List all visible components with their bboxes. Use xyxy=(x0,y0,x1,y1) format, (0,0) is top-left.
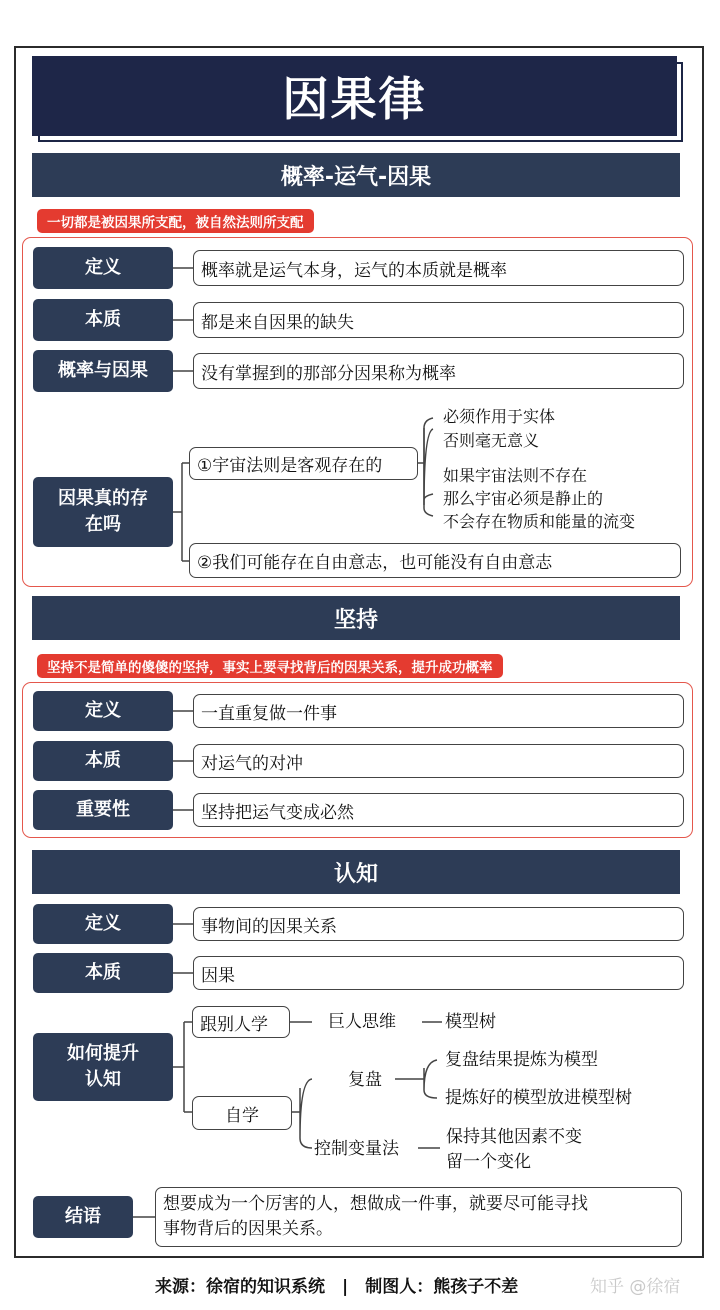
text-cognition-definition: 事物间的因果关系 xyxy=(193,907,684,941)
label-cognition-essence: 本质 xyxy=(33,953,173,993)
text-essence: 都是来自因果的缺失 xyxy=(193,302,684,338)
text-probability-causality: 没有掌握到的那部分因果称为概率 xyxy=(193,353,684,389)
label-persist-essence: 本质 xyxy=(33,741,173,781)
footer-source: 来源：徐宿的知识系统 | 制图人：熊孩子不差 xyxy=(155,1277,519,1297)
label-cognition-definition: 定义 xyxy=(33,904,173,944)
law-note-line-3: 如果宇宙法则不存在 xyxy=(443,466,588,485)
label-persist-definition: 定义 xyxy=(33,691,173,731)
section-heading-probability: 概率-运气-因果 xyxy=(32,153,680,197)
control-item-2: 留一个变化 xyxy=(446,1152,531,1172)
conclusion-line-1: 想要成为一个厉害的人，想做成一件事，就要尽可能寻找 xyxy=(163,1193,588,1214)
section-heading-persistence: 坚持 xyxy=(32,596,680,640)
law-note-line-5: 不会存在物质和能量的流变 xyxy=(443,512,636,531)
law-note-line-2: 否则毫无意义 xyxy=(443,431,540,450)
node-giant-thinking: 巨人思维 xyxy=(328,1012,396,1032)
text-persist-essence: 对运气的对冲 xyxy=(193,744,684,778)
review-item-1: 复盘结果提炼为模型 xyxy=(445,1050,598,1070)
branch-universal-law: ①宇宙法则是客观存在的 xyxy=(189,447,418,480)
text-cognition-essence: 因果 xyxy=(193,956,684,990)
label-conclusion: 结语 xyxy=(33,1196,133,1238)
section-heading-cognition: 认知 xyxy=(32,850,680,894)
page-title: 因果律 xyxy=(282,72,427,126)
node-self-learning: 自学 xyxy=(192,1096,292,1130)
label-improve-cognition: 如何提升认知 xyxy=(33,1033,173,1101)
node-learn-from-others: 跟别人学 xyxy=(192,1006,290,1038)
label-essence: 本质 xyxy=(33,299,173,341)
text-definition: 概率就是运气本身，运气的本质就是概率 xyxy=(193,250,684,286)
control-item-1: 保持其他因素不变 xyxy=(446,1127,582,1147)
watermark: 知乎 @徐宿 xyxy=(590,1277,681,1297)
section-tag-probability: 一切都是被因果所支配，被自然法则所支配 xyxy=(37,209,314,233)
section-tag-persistence: 坚持不是简单的傻傻的坚持，事实上要寻找背后的因果关系，提升成功概率 xyxy=(37,654,503,678)
text-persist-importance: 坚持把运气变成必然 xyxy=(193,793,684,827)
label-persist-importance: 重要性 xyxy=(33,790,173,830)
text-conclusion xyxy=(155,1187,682,1247)
label-probability-causality: 概率与因果 xyxy=(33,350,173,392)
node-model-tree: 模型树 xyxy=(445,1012,496,1032)
text-persist-definition: 一直重复做一件事 xyxy=(193,694,684,728)
review-item-2: 提炼好的模型放进模型树 xyxy=(445,1088,632,1108)
node-review: 复盘 xyxy=(348,1070,382,1090)
law-note-line-4: 那么宇宙必须是静止的 xyxy=(443,489,604,508)
node-control-variable: 控制变量法 xyxy=(314,1139,399,1159)
footer xyxy=(0,1268,720,1300)
label-causality-exists: 因果真的存在吗 xyxy=(33,477,173,547)
conclusion-line-2: 事物背后的因果关系。 xyxy=(163,1219,333,1239)
law-note-line-1: 必须作用于实体 xyxy=(443,407,556,426)
label-definition: 定义 xyxy=(33,247,173,289)
branch-free-will: ②我们可能存在自由意志，也可能没有自由意志 xyxy=(189,543,681,578)
